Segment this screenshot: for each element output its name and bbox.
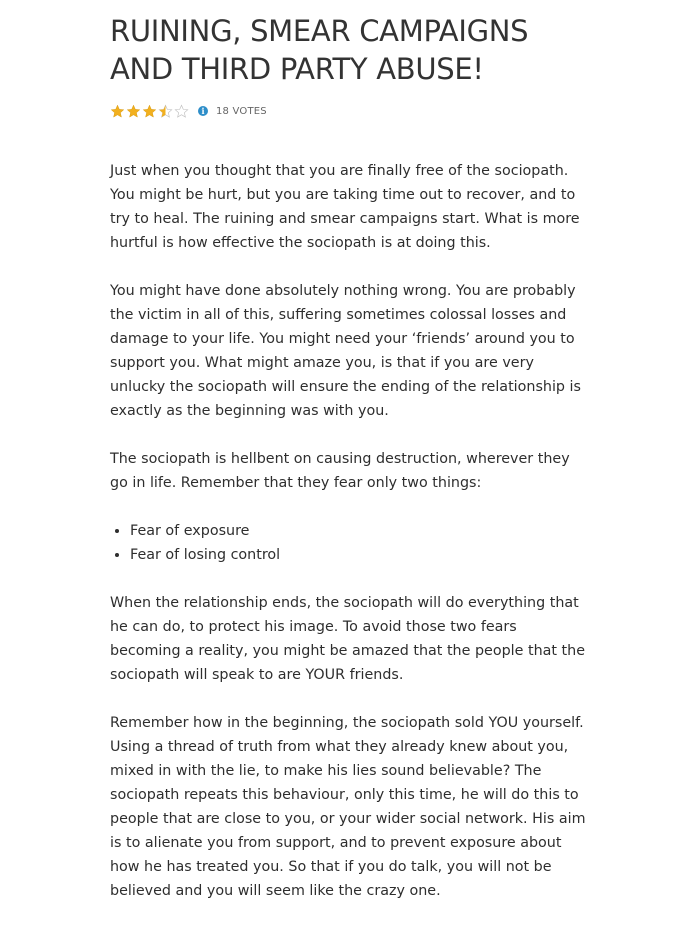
- paragraph: You might have done absolutely nothing wrong. You are probably the victim in all of this, suffering sometimes colossal losses and damage to your life. You might need your ‘friends’ around you to support you. What might amaze you, is that if you are very unlucky the sociopath will ensure the ending of the relationship is exactly as the beginning was with you.: [110, 283, 581, 419]
- paragraph: When the relationship ends, the sociopath will do everything that he can do, to protect his image. To avoid those two fears becoming a reality, you might be amazed that the people that the sociopath will speak to are YOUR friends.: [110, 595, 586, 683]
- star-icon-2[interactable]: [126, 104, 141, 119]
- list-item: • Fear of exposure: [130, 519, 590, 543]
- star-icon-1[interactable]: [110, 104, 125, 119]
- paragraph: Just when you thought that you are finally free of the sociopath. You might be hurt, but you are taking time out to recover, and to try to heal. The ruining and smear campaigns start. What is more hurtful is how effective the sociopath is at doing this.: [110, 163, 580, 251]
- votes-count: 18 VOTES: [216, 105, 267, 117]
- fears-list: [110, 519, 590, 567]
- info-icon[interactable]: i: [198, 106, 208, 116]
- star-rating[interactable]: [110, 104, 190, 119]
- star-empty-icon[interactable]: [174, 104, 189, 119]
- list-item: • Fear of losing control: [130, 543, 590, 567]
- article-body: [110, 159, 590, 903]
- paragraph: Remember how in the beginning, the sociopath sold YOU yourself. Using a thread of truth from what they already knew about you, mixed in with the lie, to make his lies sound believable? The sociopath repeats this behaviour, only this time, he will do this to people that are close to you, or your wider social network. His aim is to alienate you from support, and to prevent exposure about how he has treated you. So that if you do talk, you will not be believed and you will seem like the crazy one.: [110, 715, 586, 899]
- paragraph: The sociopath is hellbent on causing destruction, wherever they go in life. Remember that they fear only two things:: [110, 451, 570, 491]
- article: [110, 0, 590, 927]
- rating: [110, 103, 590, 119]
- star-icon-3[interactable]: [142, 104, 157, 119]
- star-half-icon[interactable]: [158, 104, 173, 119]
- article-title: RUINING, SMEAR CAMPAIGNS AND THIRD PARTY ABUSE!: [110, 14, 529, 86]
